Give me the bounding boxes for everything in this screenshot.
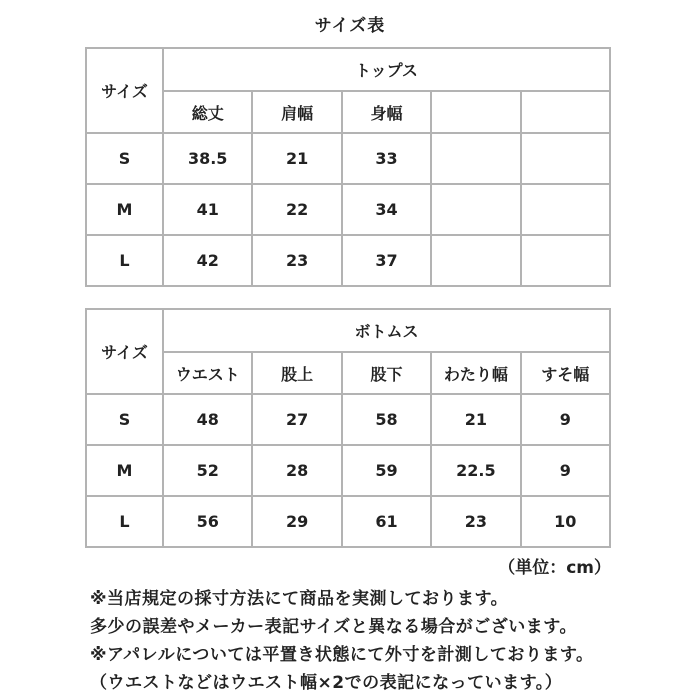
tops-row-s bbox=[86, 133, 610, 184]
table-cell: 29 bbox=[252, 496, 341, 547]
table-cell: 56 bbox=[163, 496, 252, 547]
tops-row-m bbox=[86, 184, 610, 235]
size-label: M bbox=[86, 445, 163, 496]
note-line-1: ※当店規定の採寸方法にて商品を実測しております。 bbox=[90, 589, 509, 609]
tops-column-header bbox=[521, 91, 610, 133]
table-cell: 23 bbox=[431, 496, 520, 547]
note-line-3: ※アパレルについては平置き状態にて外寸を計測しております。 bbox=[90, 645, 594, 665]
table-cell: 10 bbox=[521, 496, 610, 547]
table-cell: 9 bbox=[521, 394, 610, 445]
size-label: L bbox=[86, 496, 163, 547]
table-cell: 38.5 bbox=[163, 133, 252, 184]
table-cell: 42 bbox=[163, 235, 252, 286]
bottoms-group-row bbox=[86, 309, 610, 352]
size-label: S bbox=[86, 394, 163, 445]
table-cell: 33 bbox=[342, 133, 431, 184]
size-label: S bbox=[86, 133, 163, 184]
table-cell: 21 bbox=[431, 394, 520, 445]
table-cell bbox=[521, 184, 610, 235]
bottoms-row-l bbox=[86, 496, 610, 547]
bottoms-column-header: 股下 bbox=[342, 352, 431, 394]
table-cell bbox=[431, 133, 520, 184]
table-cell: 61 bbox=[342, 496, 431, 547]
bottoms-row-m bbox=[86, 445, 610, 496]
bottoms-column-header: わたり幅 bbox=[431, 352, 520, 394]
tops-column-header: 総丈 bbox=[163, 91, 252, 133]
table-cell: 48 bbox=[163, 394, 252, 445]
table-cell: 22.5 bbox=[431, 445, 520, 496]
table-cell: 22 bbox=[252, 184, 341, 235]
tops-column-header: 身幅 bbox=[342, 91, 431, 133]
table-cell bbox=[521, 133, 610, 184]
bottoms-column-header: すそ幅 bbox=[521, 352, 610, 394]
tops-corner-header: サイズ bbox=[86, 48, 163, 133]
measurement-notes bbox=[90, 585, 700, 697]
note-line-2: 多少の誤差やメーカー表記サイズと異なる場合がございます。 bbox=[90, 617, 577, 637]
table-cell: 59 bbox=[342, 445, 431, 496]
bottoms-row-s bbox=[86, 394, 610, 445]
table-cell: 52 bbox=[163, 445, 252, 496]
bottoms-size-table bbox=[85, 308, 611, 548]
table-cell: 23 bbox=[252, 235, 341, 286]
tops-column-header: 肩幅 bbox=[252, 91, 341, 133]
page-title: サイズ表 bbox=[314, 16, 386, 36]
bottoms-column-header-row bbox=[86, 352, 610, 394]
table-cell: 34 bbox=[342, 184, 431, 235]
table-cell: 37 bbox=[342, 235, 431, 286]
tops-column-header bbox=[431, 91, 520, 133]
tops-size-table bbox=[85, 47, 611, 287]
table-cell: 28 bbox=[252, 445, 341, 496]
bottoms-corner-header: サイズ bbox=[86, 309, 163, 394]
table-cell: 41 bbox=[163, 184, 252, 235]
bottoms-column-header: ウエスト bbox=[163, 352, 252, 394]
tops-group-header: トップス bbox=[163, 48, 610, 91]
size-label: M bbox=[86, 184, 163, 235]
table-cell bbox=[431, 184, 520, 235]
table-cell: 58 bbox=[342, 394, 431, 445]
table-cell bbox=[521, 235, 610, 286]
tops-column-header-row bbox=[86, 91, 610, 133]
note-line-4: （ウエストなどはウエスト幅×2での表記になっています。） bbox=[90, 673, 563, 693]
bottoms-group-header: ボトムス bbox=[163, 309, 610, 352]
table-cell bbox=[431, 235, 520, 286]
table-cell: 27 bbox=[252, 394, 341, 445]
table-cell: 9 bbox=[521, 445, 610, 496]
size-label: L bbox=[86, 235, 163, 286]
tops-group-row bbox=[86, 48, 610, 91]
tops-row-l bbox=[86, 235, 610, 286]
table-cell: 21 bbox=[252, 133, 341, 184]
unit-note: （単位：cm） bbox=[498, 558, 611, 578]
bottoms-column-header: 股上 bbox=[252, 352, 341, 394]
